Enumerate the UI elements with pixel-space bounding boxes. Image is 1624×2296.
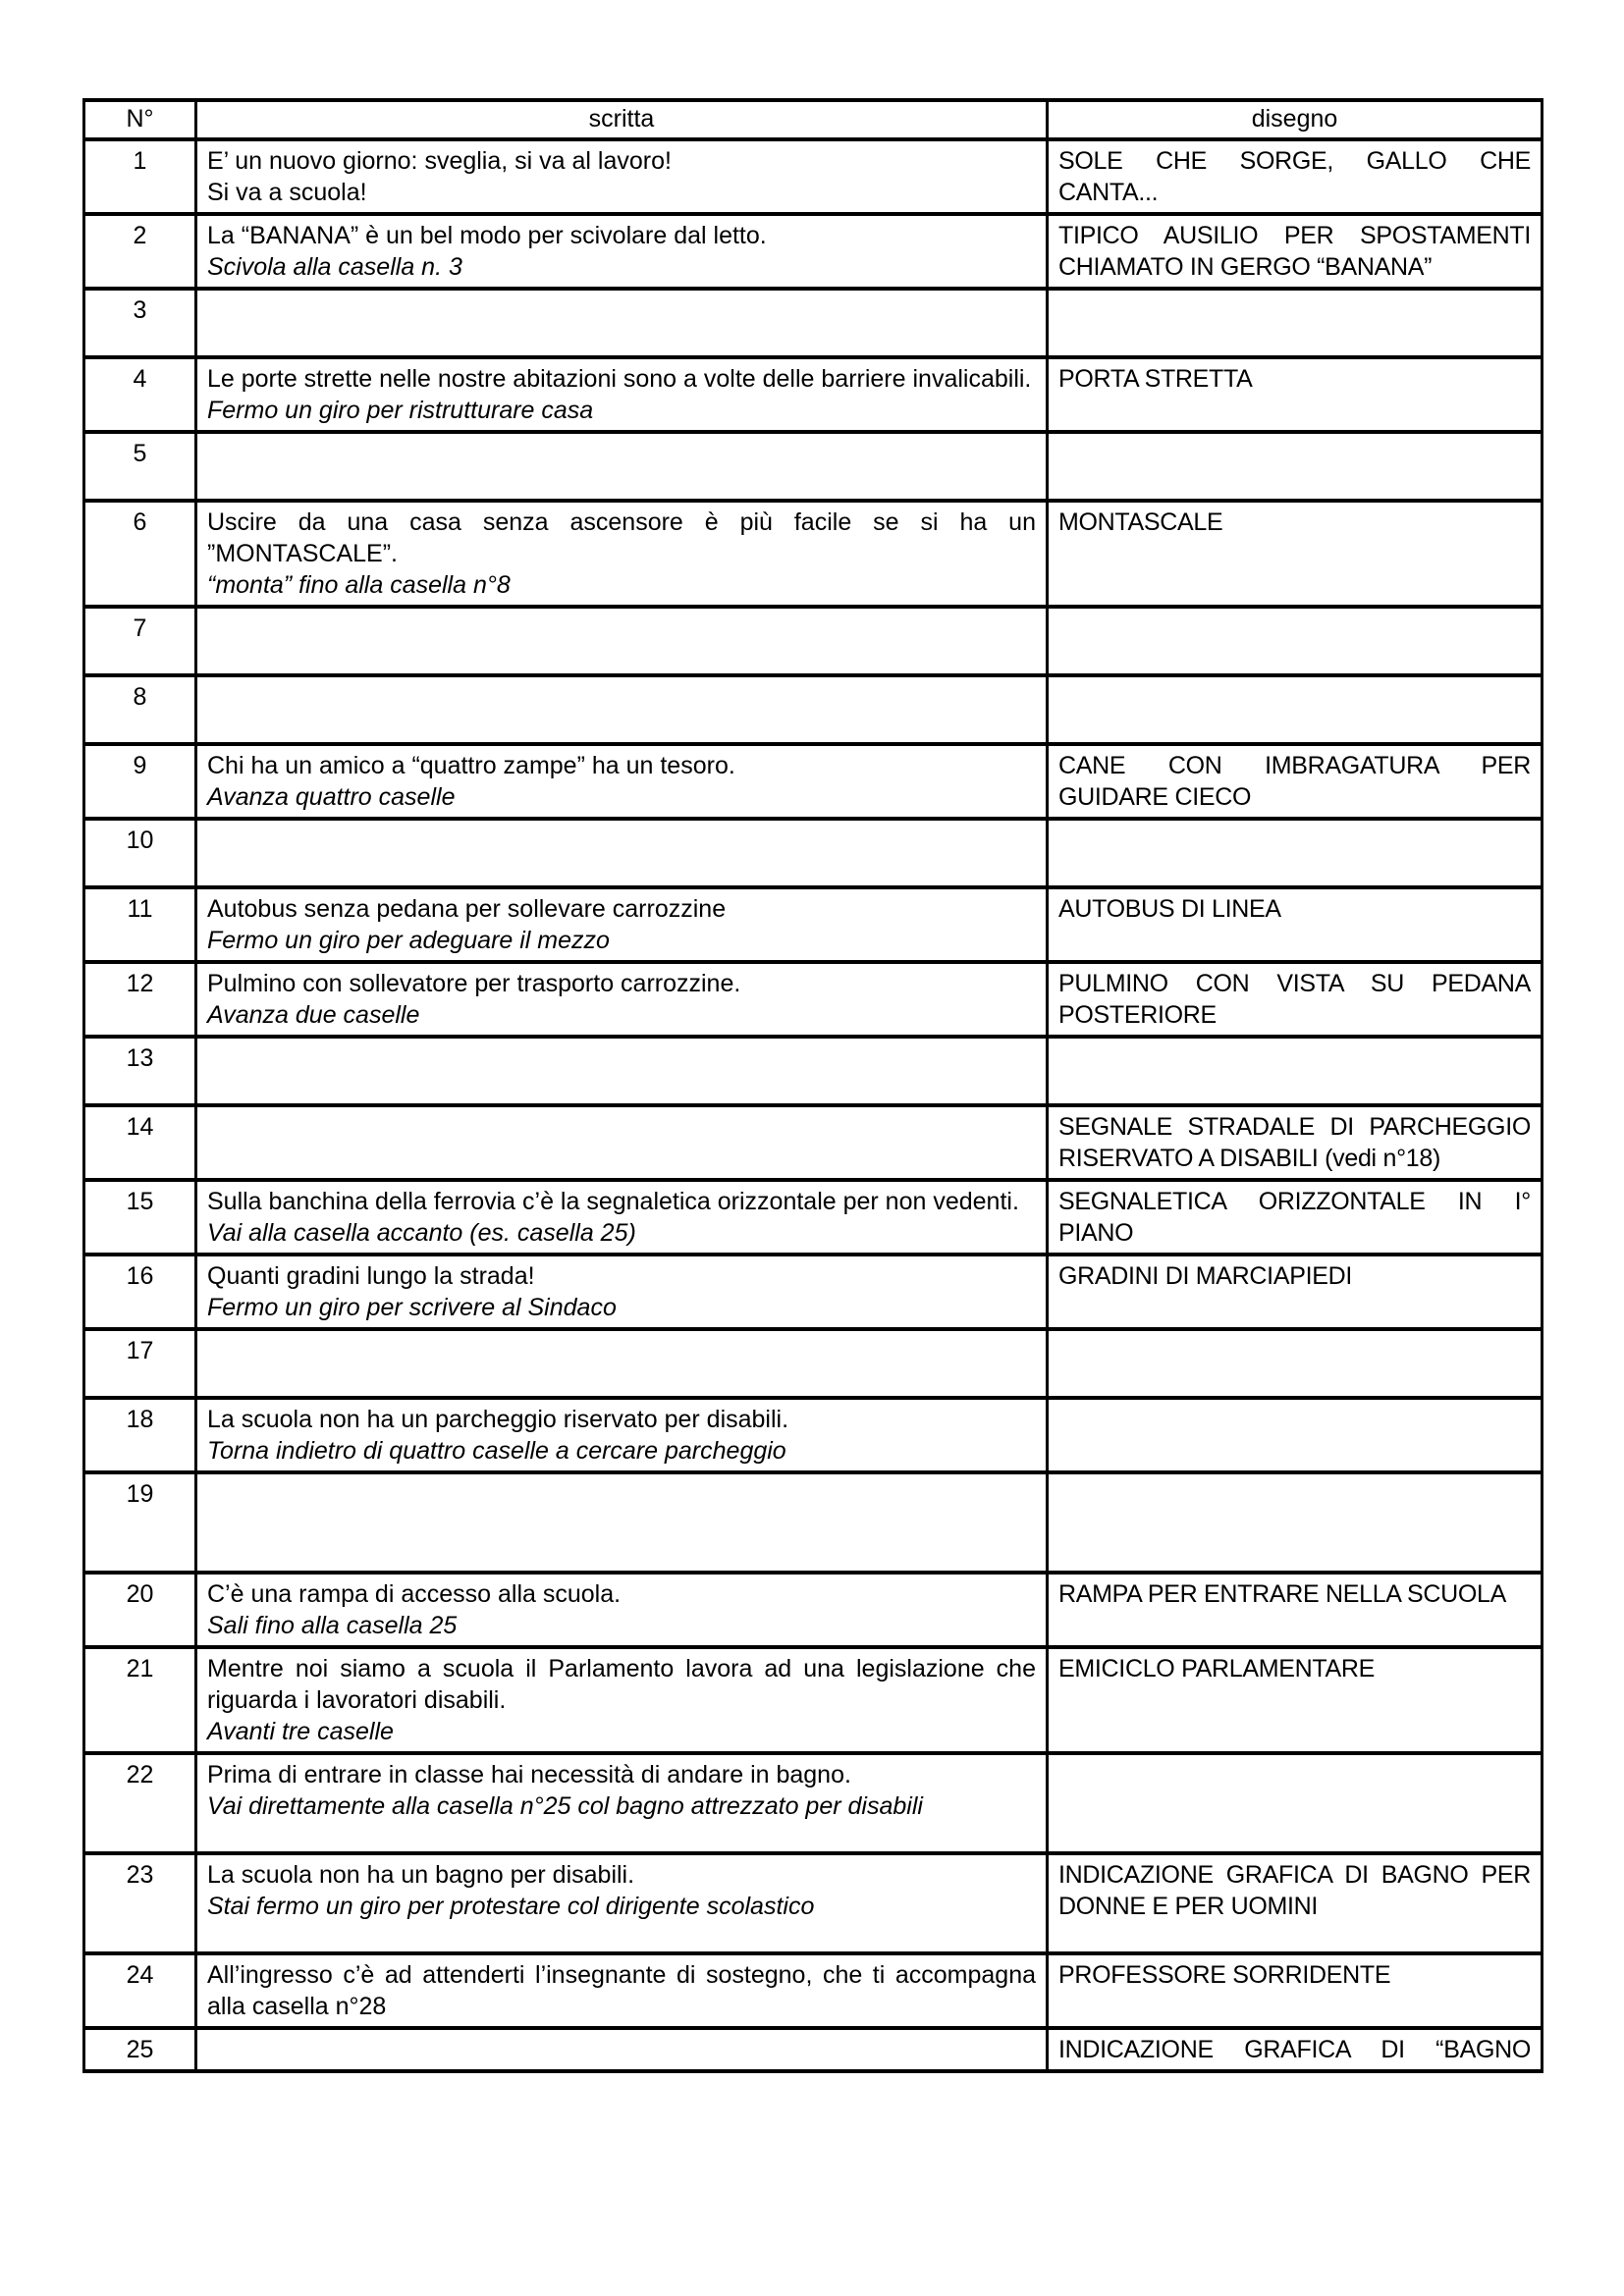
scritta-action: Vai direttamente alla casella n°25 col bagno attrezzato per disabili	[207, 1792, 923, 1820]
scritta-text: Pulmino con sollevatore per trasporto carrozzine.	[207, 970, 741, 997]
row-disegno-cell	[1048, 744, 1543, 819]
row-number: 18	[84, 1398, 196, 1472]
row-number: 14	[84, 1105, 196, 1180]
row-scritta-cell	[196, 1647, 1048, 1753]
table-row	[84, 675, 1543, 744]
row-disegno-cell	[1048, 1255, 1543, 1329]
row-disegno-cell	[1048, 501, 1543, 607]
row-scritta-cell	[196, 607, 1048, 675]
scritta-text: All’ingresso c’è ad attenderti l’insegnante di sostegno, che ti accompagna alla casella n°28	[207, 1961, 1036, 2020]
table-row	[84, 139, 1543, 214]
scritta-text: Sulla banchina della ferrovia c’è la segnaletica orizzontale per non vedenti.	[207, 1188, 1019, 1215]
table-row	[84, 1472, 1543, 1573]
row-number: 13	[84, 1037, 196, 1105]
row-number: 1	[84, 139, 196, 214]
scritta-text: Quanti gradini lungo la strada!	[207, 1262, 535, 1290]
table-row	[84, 2028, 1543, 2071]
row-number: 8	[84, 675, 196, 744]
row-disegno-cell	[1048, 289, 1543, 357]
scritta-text: La “BANANA” è un bel modo per scivolare dal letto.	[207, 222, 767, 249]
row-scritta-cell	[196, 1853, 1048, 1953]
row-number: 3	[84, 289, 196, 357]
row-number: 15	[84, 1180, 196, 1255]
row-scritta-cell	[196, 214, 1048, 289]
table-row	[84, 962, 1543, 1037]
table-row	[84, 1953, 1543, 2028]
row-disegno-cell	[1048, 139, 1543, 214]
row-scritta-cell	[196, 1753, 1048, 1853]
disegno-text: SEGNALE STRADALE DI PARCHEGGIO RISERVATO A DISABILI (vedi n°18)	[1058, 1113, 1531, 1172]
table-row	[84, 744, 1543, 819]
scritta-action: Avanza quattro caselle	[207, 783, 456, 811]
row-number: 5	[84, 432, 196, 501]
row-number: 21	[84, 1647, 196, 1753]
table-row	[84, 501, 1543, 607]
disegno-text: GRADINI DI MARCIAPIEDI	[1058, 1262, 1352, 1290]
table-row	[84, 1573, 1543, 1647]
row-disegno-cell	[1048, 1647, 1543, 1753]
row-disegno-cell	[1048, 819, 1543, 887]
row-scritta-cell	[196, 675, 1048, 744]
row-scritta-cell	[196, 1255, 1048, 1329]
row-disegno-cell	[1048, 1953, 1543, 2028]
row-number: 17	[84, 1329, 196, 1398]
row-number: 12	[84, 962, 196, 1037]
header-row	[84, 100, 1543, 139]
row-scritta-cell	[196, 887, 1048, 962]
row-disegno-cell	[1048, 1853, 1543, 1953]
table-row	[84, 357, 1543, 432]
table-row	[84, 1037, 1543, 1105]
table-row	[84, 819, 1543, 887]
table-row	[84, 1255, 1543, 1329]
row-scritta-cell	[196, 819, 1048, 887]
row-disegno-cell	[1048, 887, 1543, 962]
table-row	[84, 607, 1543, 675]
scritta-text: Autobus senza pedana per sollevare carrozzine	[207, 895, 727, 923]
row-scritta-cell	[196, 1398, 1048, 1472]
scritta-text: E’ un nuovo giorno: sveglia, si va al lavoro!	[207, 147, 672, 175]
scritta-action: Stai fermo un giro per protestare col dirigente scolastico	[207, 1893, 815, 1920]
row-disegno-cell	[1048, 1329, 1543, 1398]
row-disegno-cell	[1048, 1472, 1543, 1573]
row-scritta-cell	[196, 1573, 1048, 1647]
disegno-text: PORTA STRETTA	[1058, 365, 1253, 393]
row-number: 4	[84, 357, 196, 432]
table-row	[84, 1180, 1543, 1255]
row-scritta-cell	[196, 1105, 1048, 1180]
row-disegno-cell	[1048, 675, 1543, 744]
scritta-text: C’è una rampa di accesso alla scuola.	[207, 1580, 622, 1608]
table-row	[84, 1853, 1543, 1953]
disegno-text: SEGNALETICA ORIZZONTALE IN I° PIANO	[1058, 1188, 1531, 1247]
row-disegno-cell	[1048, 1105, 1543, 1180]
row-scritta-cell	[196, 139, 1048, 214]
row-scritta-cell	[196, 432, 1048, 501]
table-row	[84, 1398, 1543, 1472]
scritta-text: Prima di entrare in classe hai necessità di andare in bagno.	[207, 1761, 851, 1789]
disegno-text: PULMINO CON VISTA SU PEDANA POSTERIORE	[1058, 970, 1531, 1029]
row-disegno-cell	[1048, 1398, 1543, 1472]
row-scritta-cell	[196, 289, 1048, 357]
table-row	[84, 214, 1543, 289]
row-disegno-cell	[1048, 1573, 1543, 1647]
row-number: 9	[84, 744, 196, 819]
row-number: 25	[84, 2028, 196, 2071]
scritta-text: Mentre noi siamo a scuola il Parlamento lavora ad una legislazione che riguarda i lavoratori disabili.	[207, 1655, 1036, 1714]
table-row	[84, 1753, 1543, 1853]
header-disegno: disegno	[1048, 100, 1543, 139]
row-number: 20	[84, 1573, 196, 1647]
row-number: 24	[84, 1953, 196, 2028]
table-row	[84, 1105, 1543, 1180]
row-disegno-cell	[1048, 2028, 1543, 2071]
row-disegno-cell	[1048, 432, 1543, 501]
table-body	[84, 139, 1543, 2071]
row-number: 23	[84, 1853, 196, 1953]
row-scritta-cell	[196, 357, 1048, 432]
row-scritta-cell	[196, 1329, 1048, 1398]
disegno-text: TIPICO AUSILIO PER SPOSTAMENTI CHIAMATO IN GERGO “BANANA”	[1058, 222, 1531, 281]
table-row	[84, 887, 1543, 962]
row-number: 7	[84, 607, 196, 675]
row-number: 16	[84, 1255, 196, 1329]
row-disegno-cell	[1048, 1037, 1543, 1105]
row-number: 19	[84, 1472, 196, 1573]
row-scritta-cell	[196, 1037, 1048, 1105]
disegno-text: EMICICLO PARLAMENTARE	[1058, 1655, 1375, 1682]
table-header	[84, 100, 1543, 139]
row-scritta-cell	[196, 1472, 1048, 1573]
header-scritta: scritta	[196, 100, 1048, 139]
row-scritta-cell	[196, 1180, 1048, 1255]
game-board-table	[82, 98, 1543, 2073]
scritta-action: Scivola alla casella n. 3	[207, 253, 462, 281]
row-disegno-cell	[1048, 962, 1543, 1037]
table-row	[84, 1647, 1543, 1753]
scritta-action: Avanti tre caselle	[207, 1718, 394, 1745]
row-disegno-cell	[1048, 357, 1543, 432]
row-disegno-cell	[1048, 1180, 1543, 1255]
header-num: N°	[84, 100, 196, 139]
disegno-text: RAMPA PER ENTRARE NELLA SCUOLA	[1058, 1580, 1506, 1608]
row-scritta-cell	[196, 501, 1048, 607]
scritta-action: “monta” fino alla casella n°8	[207, 571, 511, 599]
scritta-text: La scuola non ha un parcheggio riservato per disabili.	[207, 1406, 789, 1433]
row-number: 6	[84, 501, 196, 607]
scritta-text: La scuola non ha un bagno per disabili.	[207, 1861, 635, 1889]
row-disegno-cell	[1048, 1753, 1543, 1853]
scritta-action: Vai alla casella accanto (es. casella 25)	[207, 1219, 636, 1247]
disegno-text: PROFESSORE SORRIDENTE	[1058, 1961, 1391, 1989]
table-row	[84, 1329, 1543, 1398]
scritta-text: Si va a scuola!	[207, 179, 367, 206]
row-scritta-cell	[196, 744, 1048, 819]
scritta-action: Fermo un giro per adeguare il mezzo	[207, 927, 610, 954]
disegno-text: SOLE CHE SORGE, GALLO CHE CANTA...	[1058, 147, 1531, 206]
row-disegno-cell	[1048, 607, 1543, 675]
disegno-text: CANE CON IMBRAGATURA PER GUIDARE CIECO	[1058, 752, 1531, 811]
scritta-action: Avanza due caselle	[207, 1001, 420, 1029]
scritta-text: Le porte strette nelle nostre abitazioni sono a volte delle barriere invalicabili.	[207, 365, 1032, 393]
row-number: 11	[84, 887, 196, 962]
disegno-text: INDICAZIONE GRAFICA DI BAGNO PER DONNE E PER UOMINI	[1058, 1861, 1531, 1920]
scritta-text: Chi ha un amico a “quattro zampe” ha un tesoro.	[207, 752, 735, 779]
disegno-text: MONTASCALE	[1058, 508, 1223, 536]
row-number: 2	[84, 214, 196, 289]
row-number: 10	[84, 819, 196, 887]
disegno-text: INDICAZIONE GRAFICA DI “BAGNO	[1058, 2036, 1531, 2063]
row-scritta-cell	[196, 2028, 1048, 2071]
table-row	[84, 289, 1543, 357]
scritta-action: Torna indietro di quattro caselle a cercare parcheggio	[207, 1437, 786, 1465]
row-number: 22	[84, 1753, 196, 1853]
scritta-action: Sali fino alla casella 25	[207, 1612, 458, 1639]
row-scritta-cell	[196, 962, 1048, 1037]
scritta-action: Fermo un giro per ristrutturare casa	[207, 397, 594, 424]
scritta-text: Uscire da una casa senza ascensore è più facile se si ha un ”MONTASCALE”.	[207, 508, 1036, 567]
row-scritta-cell	[196, 1953, 1048, 2028]
disegno-text: AUTOBUS DI LINEA	[1058, 895, 1281, 923]
table-row	[84, 432, 1543, 501]
scritta-action: Fermo un giro per scrivere al Sindaco	[207, 1294, 617, 1321]
row-disegno-cell	[1048, 214, 1543, 289]
